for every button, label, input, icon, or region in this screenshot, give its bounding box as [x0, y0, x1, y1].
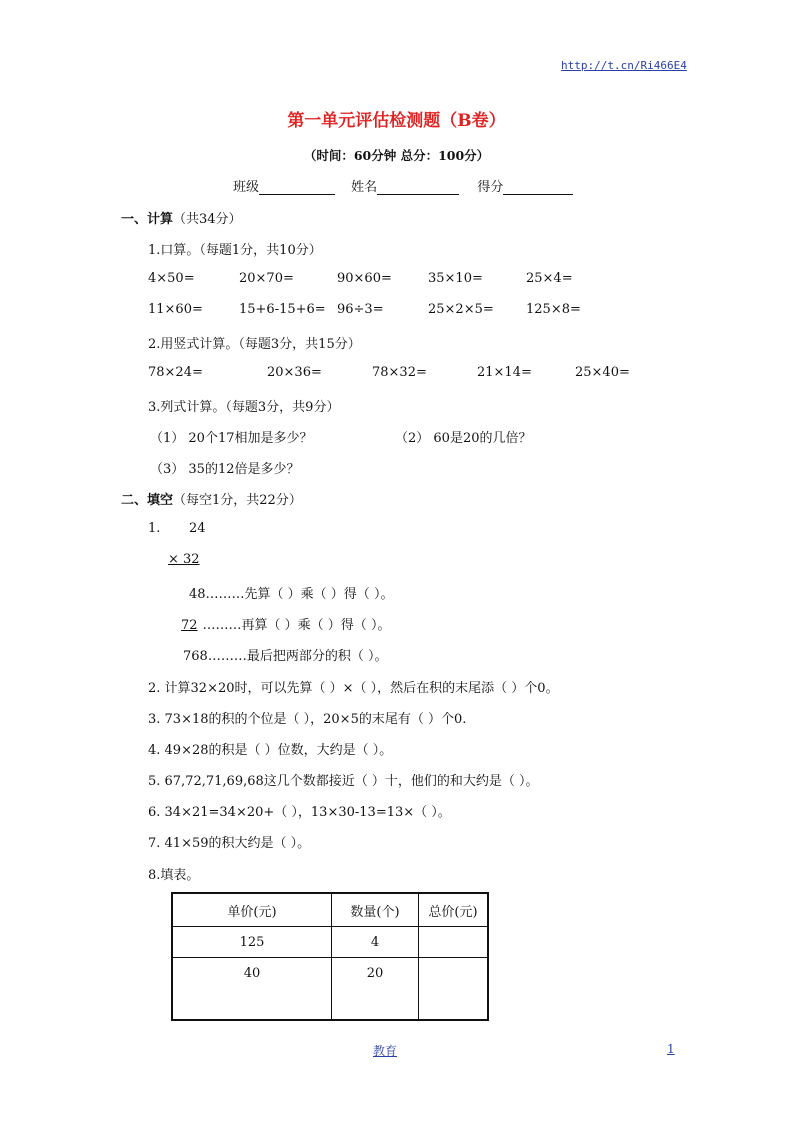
fill-line-5: 5. 67,72,71,69,68这几个数都接近（ ）十，他们的和大约是（ ）。: [148, 774, 539, 789]
table-header-cell: 总价(元): [419, 893, 489, 927]
vm-mult-text: × 32: [168, 552, 200, 567]
fill-line-3: 3. 73×18的积的个位是（ ），20×5的末尾有（ ）个0.: [148, 712, 467, 727]
page-number[interactable]: 1: [667, 1042, 675, 1056]
q1-r1-item: 4×50=: [148, 271, 195, 286]
q1-r1-item: 90×60=: [337, 271, 392, 286]
fill-line-2: 2. 计算32×20时，可以先算（ ）×（ ），然后在积的末尾添（ ）个0。: [148, 681, 559, 696]
section1-note: （共34分）: [173, 212, 242, 227]
q1-r2-item: 125×8=: [526, 302, 581, 317]
fill-line-6: 6. 34×21=34×20+（ ），13×30-13=13×（ ）。: [148, 805, 451, 820]
table-header-cell: 数量(个): [332, 893, 419, 927]
table-header-cell: 单价(元): [172, 893, 332, 927]
name-label: 姓名: [351, 180, 378, 195]
document-title: 第一单元评估检测题（B卷）: [287, 111, 506, 131]
class-blank[interactable]: [259, 180, 335, 195]
vm-line1: [189, 583, 393, 602]
q3-item: （2） 60是20的几倍？: [395, 431, 532, 446]
vm-line1-text: ………先算（ ）乘（ ）得（ ）。: [205, 587, 394, 602]
vm-line1-num: 48: [189, 587, 206, 602]
footer-center-link[interactable]: 教育: [373, 1044, 398, 1058]
q3-item: （1） 20个17相加是多少？: [150, 431, 313, 446]
vm-line2: [163, 614, 390, 633]
name-blank[interactable]: [377, 180, 459, 195]
class-label: 班级: [233, 180, 260, 195]
q2-item: 20×36=: [267, 365, 322, 380]
q2-label: 2.用竖式计算。（每题3分，共15分）: [148, 337, 361, 352]
q1-r2-item: 11×60=: [148, 302, 203, 317]
q1-r2-item: 15+6-15+6=: [239, 302, 326, 317]
vm-number: 1.: [148, 521, 161, 536]
info-line: [233, 176, 573, 195]
vm-line3: 768………最后把两部分的积（ ）。: [183, 649, 388, 664]
section1-title: 一、计算: [121, 212, 174, 227]
vm-multiplier: [163, 552, 200, 567]
q1-label: 1.口算。（每题1分，共10分）: [148, 243, 322, 258]
q2-item: 21×14=: [477, 365, 532, 380]
q1-r2-item: 96÷3=: [337, 302, 384, 317]
fill-line-7: 7. 41×59的积大约是（ ）。: [148, 836, 311, 851]
section2-title: 二、填空: [121, 493, 174, 508]
table-cell-blank[interactable]: [419, 958, 489, 1020]
table-cell: 40: [172, 958, 332, 1020]
price-table: [171, 892, 489, 1021]
vm-top: 24: [189, 521, 206, 536]
vm-line2-text: ………再算（ ）乘（ ）得（ ）。: [202, 618, 391, 633]
section2-heading: [121, 489, 302, 508]
table-cell-blank[interactable]: [419, 927, 489, 958]
q1-r1-item: 20×70=: [239, 271, 294, 286]
table-row: [172, 927, 488, 958]
section2-note: （每空1分，共22分）: [173, 493, 302, 508]
q3-item: （3） 35的12倍是多少？: [150, 462, 300, 477]
table-row: [172, 958, 488, 1020]
table-header-row: [172, 893, 488, 927]
q2-item: 78×24=: [148, 365, 203, 380]
header-url[interactable]: http://t.cn/Ri466E4: [561, 59, 687, 72]
q1-r1-item: 25×4=: [526, 271, 573, 286]
fill-line-4: 4. 49×28的积是（ ）位数，大约是（ ）。: [148, 743, 393, 758]
section1-heading: [121, 208, 242, 227]
fill-table-label: 8.填表。: [148, 868, 200, 883]
vm-line2-num: 72: [181, 618, 198, 633]
q2-item: 78×32=: [372, 365, 427, 380]
q1-r1-item: 35×10=: [428, 271, 483, 286]
q2-item: 25×40=: [575, 365, 630, 380]
q1-r2-item: 25×2×5=: [428, 302, 494, 317]
score-blank[interactable]: [503, 180, 573, 195]
table-cell: 125: [172, 927, 332, 958]
table-cell: 4: [332, 927, 419, 958]
table-cell: 20: [332, 958, 419, 1020]
score-label: 得分: [477, 180, 504, 195]
document-subtitle: （时间：60分钟 总分：100分）: [303, 148, 490, 163]
q3-label: 3.列式计算。（每题3分，共9分）: [148, 400, 340, 415]
